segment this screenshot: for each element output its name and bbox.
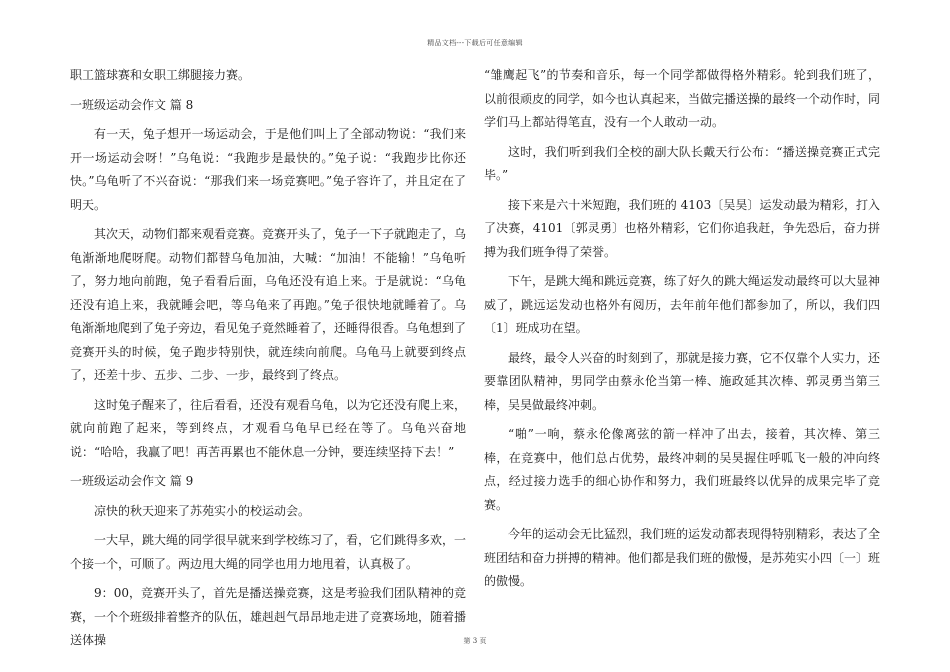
paragraph: 接下来是六十米短跑，我们班的 4103〔吴昊〕运发动最为精彩，打入了决赛，4101〔郭灵勇〕也格外精彩，它们你追我赶，争先恐后，奋力拼搏为我们班争得了荣誉。 bbox=[484, 197, 880, 259]
section-heading-8: 一班级运动会作文 篇 8 bbox=[70, 97, 194, 112]
paragraph: 这时兔子醒来了，往后看看，还没有观看乌龟，以为它还没有爬上来，就向前跑了起来，等到终点，才观看乌龟早已经在等了。乌龟兴奋地说：“哈哈，我赢了吧！再苦再累也不能休息一分钟，要连续坚持下去！” bbox=[70, 397, 467, 459]
page-header: 精品文档---下载后可任意编辑 bbox=[427, 39, 523, 47]
paragraph: 其次天，动物们都来观看竞赛。竞赛开头了，兔子一下子就跑走了，乌龟渐渐地爬呀爬。动物们都替乌龟加油，大喊：“加油！不能输！”乌龟听了，努力地向前跑，兔子看看后面，乌龟还没有追上来。于是就说：“乌龟还没有追上来，我就睡会吧，等乌龟来了再跑。”兔子很快地就睡着了。乌龟渐渐地爬到了兔子旁边，看见兔子竟然睡着了，还睡得很香。乌龟想到了竞赛开头的时候，兔子跑步特别快，就连续向前爬。乌龟马上就要到终点了，还差十步、五步、二步、一步，最终到了终点。 bbox=[70, 227, 467, 382]
page-number: 第 3 页 bbox=[463, 637, 487, 645]
paragraph: “啪”一响，蔡永伦像离弦的箭一样冲了出去，接着，其次棒、第三棒，在竞赛中，他们总占优势，最终冲刺的吴昊握住呼呱飞一般的冲向终点，经过接力选手的细心协作和努力，我们班最终以优异的成果完毕了竞赛。 bbox=[484, 427, 880, 512]
paragraph: 有一天，兔子想开一场运动会，于是他们叫上了全部动物说：“我们来开一场运动会呀！”乌龟说：“我跑步是最快的。”兔子说：“我跑步比你还快。”乌龟听了不兴奋说：“那我们来一场竞赛吧。”兔子容许了，并且定在了明天。 bbox=[70, 127, 466, 212]
paragraph: 今年的运动会无比猛烈，我们班的运发动都表现得特别精彩，表达了全班团结和奋力拼搏的精神。他们都是我们班的傲慢，是苏苑实小四〔一〕班的傲慢。 bbox=[484, 527, 881, 588]
left-column bbox=[70, 64, 466, 659]
right-column bbox=[484, 64, 880, 600]
paragraph: 下午，是跳大绳和跳远竞赛，练了好久的跳大绳运发动最终可以大显神威了，跳远运发动也格外有阅历，去年前年他们都参加了，所以，我们四〔1〕班成功在望。 bbox=[484, 274, 881, 335]
paragraph: “雏鹰起飞”的节奏和音乐，每一个同学都做得格外精彩。轮到我们班了，以前很顽皮的同学，如今也认真起来，当做完播送操的最终一个动作时，同学们马上都站得笔直，没有一个人敢动一动。 bbox=[484, 68, 881, 129]
paragraph: 职工篮球赛和女职工绑腿接力赛。 bbox=[70, 68, 251, 82]
paragraph: 最终，最令人兴奋的时刻到了，那就是接力赛，它不仅靠个人实力，还要靠团队精神，男同学由蔡永伦当第一棒、施政延其次棒、郭灵勇当第三棒，吴昊做最终冲刺。 bbox=[484, 350, 881, 412]
paragraph: 凉快的秋天迎来了苏苑实小的校运动会。 bbox=[94, 503, 311, 518]
paragraph: 9：00，竞赛开头了，首先是播送操竞赛，这是考验我们团队精神的竞赛，一个个班级排着整齐的队伍，雄赳赳气昂昂地走进了竞赛场地，随着播送体操 bbox=[70, 586, 467, 647]
paragraph: 一大早，跳大绳的同学很早就来到学校练习了，看，它们跳得多欢，一个接一个，可顺了。两边甩大绳的同学也用力地甩着，认真极了。 bbox=[70, 533, 467, 571]
section-heading-9: 一班级运动会作文 篇 9 bbox=[70, 474, 194, 488]
paragraph: 这时，我们听到我们全校的副大队长戴天行公布：“播送操竞赛正式完毕。” bbox=[484, 144, 880, 182]
